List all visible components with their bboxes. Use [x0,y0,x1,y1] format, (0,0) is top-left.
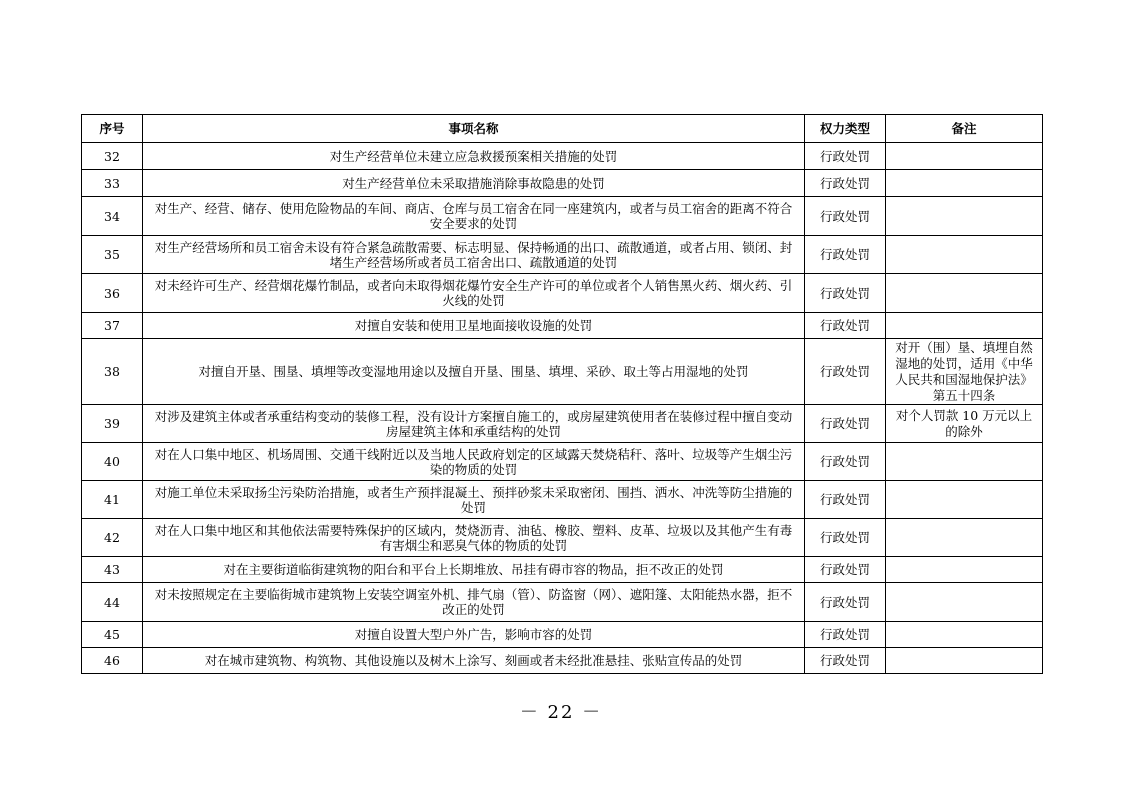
row-item-name: 对涉及建筑主体或者承重结构变动的装修工程，没有设计方案擅自施工的，或房屋建筑使用者在装修过程中擅自变动房屋建筑主体和承重结构的处罚 [143,405,805,443]
row-index: 36 [82,274,143,313]
table-row [82,519,1043,557]
row-note: 对开（围）垦、填埋自然湿地的处罚，适用《中华人民共和国湿地保护法》第五十四条 [886,339,1043,405]
row-note [886,197,1043,236]
row-index: 35 [82,236,143,274]
row-item-name: 对施工单位未采取扬尘污染防治措施，或者生产预拌混凝土、预拌砂浆未采取密闭、围挡、洒水、冲洗等防尘措施的处罚 [143,481,805,519]
row-power-type: 行政处罚 [805,443,886,481]
table-row [82,274,1043,313]
row-power-type: 行政处罚 [805,197,886,236]
row-index: 37 [82,313,143,339]
table-row [82,197,1043,236]
header-power-type: 权力类型 [805,115,886,143]
row-index: 44 [82,583,143,622]
row-power-type: 行政处罚 [805,405,886,443]
row-index: 34 [82,197,143,236]
table-header-row [82,115,1043,143]
row-note [886,583,1043,622]
row-power-type: 行政处罚 [805,622,886,648]
row-power-type: 行政处罚 [805,170,886,197]
power-list-table [81,114,1043,674]
row-note: 对个人罚款 10 万元以上的除外 [886,405,1043,443]
row-item-name: 对生产经营单位未建立应急救援预案相关措施的处罚 [143,143,805,170]
row-item-name: 对在人口集中地区和其他依法需要特殊保护的区域内，焚烧沥青、油毡、橡胶、塑料、皮革、垃圾以及其他产生有毒有害烟尘和恶臭气体的物质的处罚 [143,519,805,557]
table-row [82,170,1043,197]
row-index: 32 [82,143,143,170]
row-item-name: 对生产经营单位未采取措施消除事故隐患的处罚 [143,170,805,197]
row-power-type: 行政处罚 [805,557,886,583]
row-note [886,519,1043,557]
row-note [886,313,1043,339]
header-index: 序号 [82,115,143,143]
row-power-type: 行政处罚 [805,583,886,622]
header-item-name: 事项名称 [143,115,805,143]
row-index: 41 [82,481,143,519]
row-index: 39 [82,405,143,443]
row-index: 40 [82,443,143,481]
row-note [886,622,1043,648]
row-power-type: 行政处罚 [805,339,886,405]
row-power-type: 行政处罚 [805,519,886,557]
row-item-name: 对在主要街道临街建筑物的阳台和平台上长期堆放、吊挂有碍市容的物品，拒不改正的处罚 [143,557,805,583]
row-index: 43 [82,557,143,583]
row-item-name: 对生产、经营、储存、使用危险物品的车间、商店、仓库与员工宿舍在同一座建筑内，或者与员工宿舍的距离不符合安全要求的处罚 [143,197,805,236]
table-row [82,557,1043,583]
row-index: 46 [82,648,143,674]
row-power-type: 行政处罚 [805,274,886,313]
table-row [82,236,1043,274]
row-index: 38 [82,339,143,405]
row-note [886,274,1043,313]
row-power-type: 行政处罚 [805,481,886,519]
table-row [82,405,1043,443]
row-note [886,648,1043,674]
row-note [886,236,1043,274]
row-item-name: 对未经许可生产、经营烟花爆竹制品，或者向未取得烟花爆竹安全生产许可的单位或者个人销售黑火药、烟火药、引火线的处罚 [143,274,805,313]
row-note [886,481,1043,519]
table-row [82,583,1043,622]
row-index: 42 [82,519,143,557]
row-item-name: 对擅自设置大型户外广告，影响市容的处罚 [143,622,805,648]
table-row [82,313,1043,339]
row-note [886,143,1043,170]
table-row [82,443,1043,481]
row-item-name: 对擅自安装和使用卫星地面接收设施的处罚 [143,313,805,339]
row-note [886,557,1043,583]
row-index: 33 [82,170,143,197]
row-note [886,170,1043,197]
row-note [886,443,1043,481]
row-item-name: 对在人口集中地区、机场周围、交通干线附近以及当地人民政府划定的区域露天焚烧秸秆、落叶、垃圾等产生烟尘污染的物质的处罚 [143,443,805,481]
table-row [82,648,1043,674]
table-row [82,622,1043,648]
row-item-name: 对未按照规定在主要临街城市建筑物上安装空调室外机、排气扇（管）、防盗窗（网）、遮阳篷、太阳能热水器，拒不改正的处罚 [143,583,805,622]
table-row [82,339,1043,405]
row-index: 45 [82,622,143,648]
page-number: － 22 － [519,702,603,723]
row-item-name: 对在城市建筑物、构筑物、其他设施以及树木上涂写、刻画或者未经批准悬挂、张贴宣传品的处罚 [143,648,805,674]
header-note: 备注 [886,115,1043,143]
row-power-type: 行政处罚 [805,313,886,339]
table-row [82,481,1043,519]
table-row [82,143,1043,170]
row-power-type: 行政处罚 [805,143,886,170]
row-item-name: 对擅自开垦、围垦、填埋等改变湿地用途以及擅自开垦、围垦、填埋、采砂、取土等占用湿地的处罚 [143,339,805,405]
row-power-type: 行政处罚 [805,236,886,274]
row-item-name: 对生产经营场所和员工宿舍未设有符合紧急疏散需要、标志明显、保持畅通的出口、疏散通道，或者占用、锁闭、封堵生产经营场所或者员工宿舍出口、疏散通道的处罚 [143,236,805,274]
row-power-type: 行政处罚 [805,648,886,674]
